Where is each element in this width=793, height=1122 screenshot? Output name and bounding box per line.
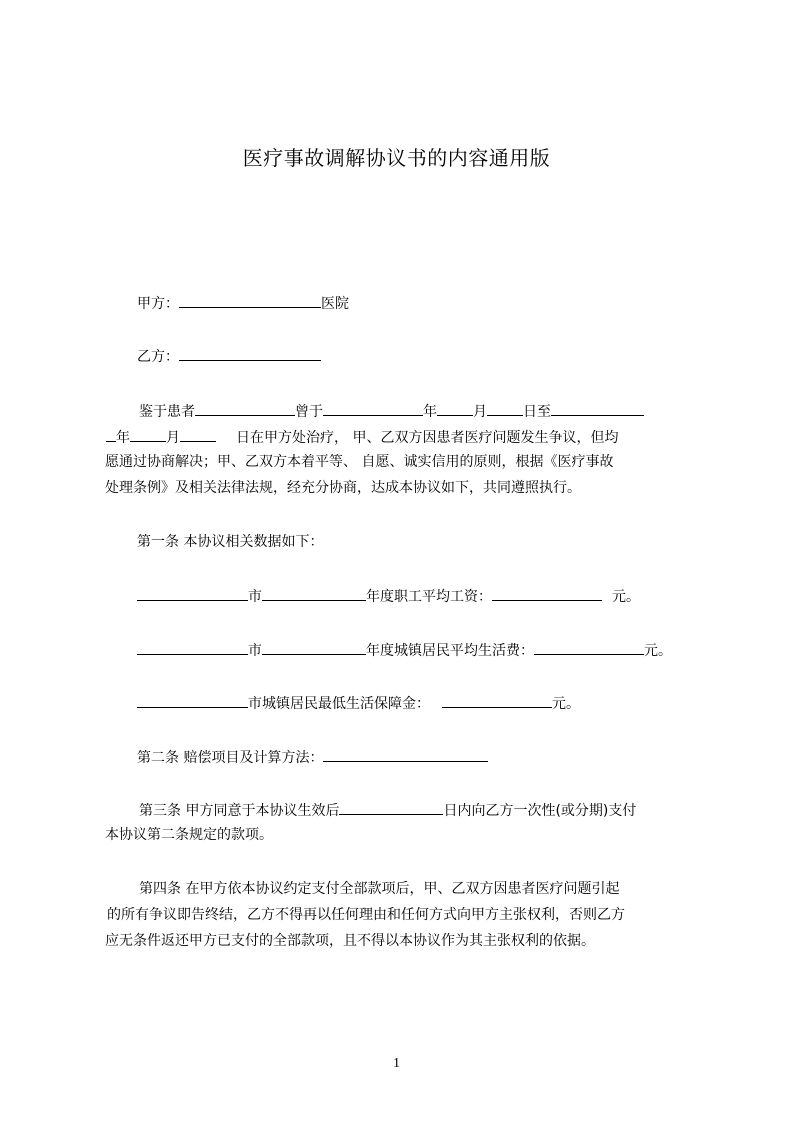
year-blank[interactable] (262, 639, 366, 655)
article-3-text: 第三条 甲方同意于本协议生效后 (139, 803, 340, 819)
average-wage-blank[interactable] (492, 585, 602, 601)
preamble-text: 曾于 (295, 404, 323, 420)
city-blank[interactable] (137, 639, 248, 655)
row-text: 市 (248, 643, 262, 659)
preamble-text: 月 (473, 404, 487, 420)
article-1-row-3 (137, 692, 580, 714)
start-year-blank[interactable] (323, 400, 423, 416)
article-1-row-1 (137, 585, 640, 607)
preamble-line-3: 愿通过协商解决；甲、乙双方本着平等、 自愿、诚实信用的原则，根据《医疗事故 (105, 454, 614, 470)
article-4-line-1: 第四条 在甲方依本协议约定支付全部款项后，甲、乙双方因患者医疗问题引起 (139, 881, 620, 897)
compensation-method-blank[interactable] (323, 746, 488, 762)
living-expense-blank[interactable] (534, 639, 644, 655)
preamble-line-4: 处理条例》及相关法律法规，经充分协商，达成本协议如下，共同遵照执行。 (105, 480, 581, 496)
city-blank[interactable] (137, 692, 248, 708)
end-day-blank[interactable] (180, 426, 216, 442)
party-b-label: 乙方： (137, 349, 179, 365)
minimum-guarantee-blank[interactable] (442, 692, 552, 708)
party-a-blank[interactable] (179, 292, 321, 308)
preamble-text: 鉴于患者 (139, 404, 195, 420)
end-month-blank[interactable] (130, 426, 166, 442)
row-text: 年度城镇居民平均生活费： (366, 643, 534, 659)
party-a-line (137, 292, 349, 314)
preamble-line-1 (139, 400, 644, 422)
article-4-line-2: 的所有争议即告终结，乙方不得再以任何理由和任何方式向甲方主张权利，否则乙方 (107, 907, 625, 923)
row-text: 元。 (552, 696, 580, 712)
patient-name-blank[interactable] (195, 400, 295, 416)
city-blank[interactable] (137, 585, 248, 601)
row-text: 元。 (612, 589, 640, 605)
row-text: 年度职工平均工资： (366, 589, 492, 605)
row-text: 市 (248, 589, 262, 605)
article-2-text: 第二条 赔偿项目及计算方法： (137, 750, 324, 766)
article-4-line-3: 应无条件返还甲方已支付的全部款项，且不得以本协议作为其主张权利的依据。 (105, 933, 595, 949)
row-text: 元。 (644, 643, 672, 659)
article-1-row-2 (137, 639, 672, 661)
preamble-text: 年 (423, 404, 437, 420)
party-a-label: 甲方： (137, 296, 179, 312)
preamble-text: 年 (116, 430, 130, 446)
article-3-line-1 (139, 799, 636, 821)
preamble-text: 日在甲方处治疗， 甲、乙双方因患者医疗问题发生争议，但均 (236, 430, 619, 446)
article-3-line-2: 本协议第二条规定的款项。 (105, 827, 273, 843)
preamble-line-2 (106, 426, 618, 448)
end-year-blank[interactable] (106, 426, 116, 442)
article-1-heading: 第一条 本协议相关数据如下： (137, 534, 324, 550)
party-b-blank[interactable] (179, 345, 321, 361)
page-number: 1 (393, 1056, 400, 1071)
start-month-blank[interactable] (437, 400, 473, 416)
payment-days-blank[interactable] (339, 799, 443, 815)
article-3-text: 日内向乙方一次性(或分期)支付 (443, 803, 637, 819)
row-text: 市城镇居民最低生活保障金： (248, 696, 430, 712)
start-day-blank[interactable] (487, 400, 523, 416)
end-date-blank[interactable] (551, 400, 644, 416)
document-title: 医疗事故调解协议书的内容通用版 (242, 146, 551, 170)
preamble-text: 月 (166, 430, 180, 446)
article-2-line (137, 746, 488, 768)
party-a-suffix: 医院 (321, 296, 349, 312)
preamble-text: 日至 (523, 404, 551, 420)
year-blank[interactable] (262, 585, 366, 601)
party-b-line (137, 345, 321, 367)
